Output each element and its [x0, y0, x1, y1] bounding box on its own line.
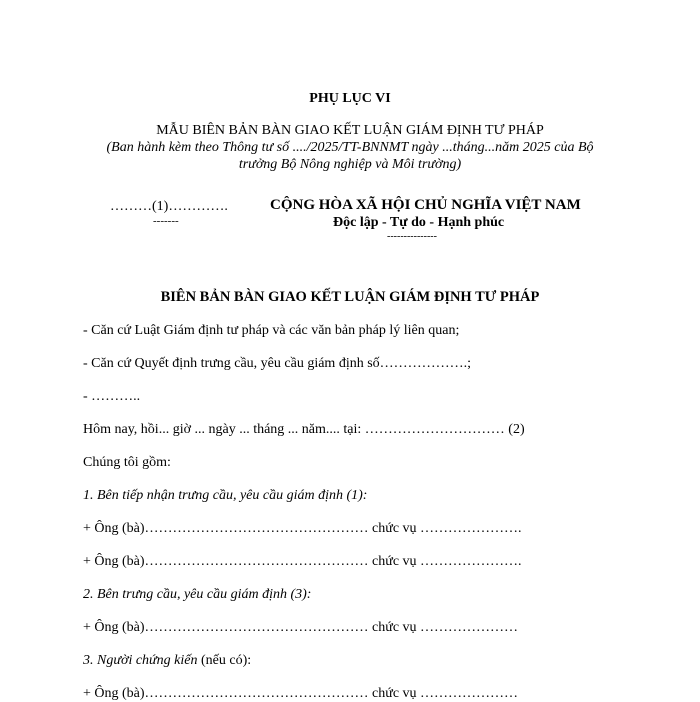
- party2-heading: 2. Bên trưng cầu, yêu cầu giám định (3):: [83, 587, 312, 602]
- annex-title: PHỤ LỤC VI: [309, 91, 391, 106]
- party1-person-2: + Ông (bà)………………………………………… chức vụ ………………….: [83, 554, 522, 569]
- party1-heading: 1. Bên tiếp nhận trưng cầu, yêu cầu giám định (1):: [83, 488, 368, 503]
- party2-person-1: + Ông (bà)………………………………………… chức vụ …………………: [83, 620, 519, 635]
- org-placeholder: ………(1)………….: [110, 199, 228, 214]
- issued-note-line1: (Ban hành kèm theo Thông tư số ..../2025/TT-BNNMT ngày ...tháng...năm 2025 của Bộ: [106, 140, 594, 155]
- party3-heading: [83, 653, 251, 669]
- party3-label: 3. Người chứng kiến: [83, 653, 198, 668]
- issued-note-line2: trưởng Bộ Nông nghiệp và Môi trường): [238, 157, 462, 172]
- basis-law: - Căn cứ Luật Giám định tư pháp và các văn bản pháp lý liên quan;: [83, 323, 460, 338]
- basis-decision: - Căn cứ Quyết định trưng cầu, yêu cầu giám định số……………….;: [83, 356, 472, 371]
- form-title: MẪU BIÊN BẢN BÀN GIAO KẾT LUẬN GIÁM ĐỊNH TƯ PHÁP: [156, 123, 544, 138]
- participants-heading: Chúng tôi gồm:: [83, 455, 171, 470]
- org-underline: -------: [153, 215, 179, 227]
- party3-suffix: (nếu có):: [197, 653, 252, 668]
- basis-other: - ………..: [83, 389, 141, 404]
- party3-person-1: + Ông (bà)………………………………………… chức vụ …………………: [83, 686, 519, 701]
- party1-person-1: + Ông (bà)………………………………………… chức vụ ………………….: [83, 521, 522, 536]
- document-title: BIÊN BẢN BÀN GIAO KẾT LUẬN GIÁM ĐỊNH TƯ PHÁP: [160, 289, 540, 305]
- country-name: CỘNG HÒA XÃ HỘI CHỦ NGHĨA VIỆT NAM: [270, 197, 581, 213]
- motto: Độc lập - Tự do - Hạnh phúc: [333, 215, 505, 230]
- motto-underline: ---------------: [387, 231, 437, 242]
- meeting-time-place: Hôm nay, hồi... giờ ... ngày ... tháng ... năm.... tại: ………………………… (2): [83, 422, 525, 437]
